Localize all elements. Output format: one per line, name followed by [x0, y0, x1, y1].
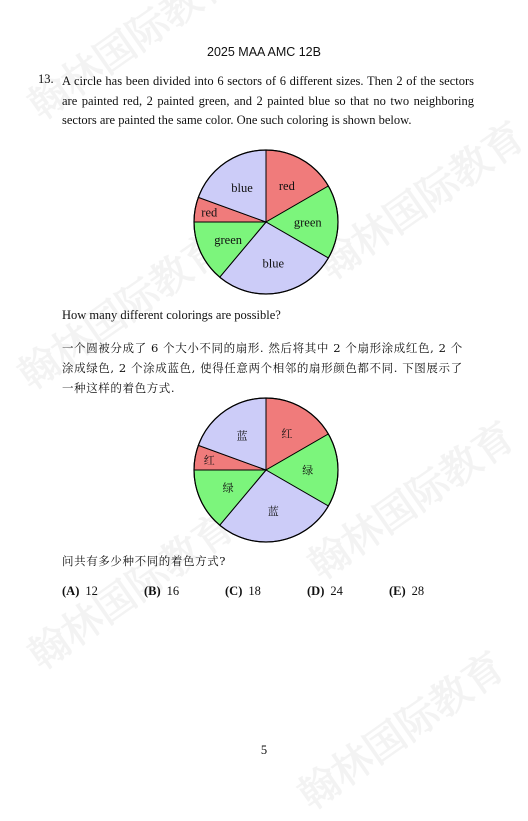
pie-sector-label: green — [214, 233, 243, 248]
pie-diagram-english — [192, 148, 340, 296]
question-text: A circle has been divided into 6 sectors of 6 different sizes. Then 2 of the sectors are painted red, 2 painted green, and 2 painted blue so that no two neighboring sectors are painted the same color. One such coloring is shown below. — [62, 74, 474, 127]
pie-sector-label: green — [293, 215, 322, 230]
pie-diagram-chinese — [192, 396, 340, 544]
choice-label: (C) — [225, 584, 243, 598]
pie-sector-label: 红 — [281, 427, 293, 441]
page-number: 5 — [260, 743, 268, 757]
choice-label: (E) — [389, 584, 406, 598]
choice-a[interactable] — [62, 584, 98, 599]
choice-b[interactable] — [144, 584, 179, 599]
answer-choices — [62, 584, 482, 600]
pie-sector-label: red — [278, 179, 295, 194]
choice-value: 24 — [330, 584, 343, 598]
pie-sector-label: 蓝 — [267, 504, 279, 518]
pie-sector-label: 绿 — [222, 481, 234, 495]
chinese-question-ask: 问共有多少种不同的着色方式? — [62, 554, 227, 568]
choice-value: 28 — [411, 584, 425, 598]
choice-value: 12 — [85, 584, 98, 598]
question-number: 13. — [38, 72, 54, 86]
choice-c[interactable] — [225, 584, 261, 599]
pie-sector-label: 蓝 — [236, 429, 248, 443]
pie-sector-label: red — [201, 205, 218, 220]
choice-label: (A) — [62, 584, 80, 598]
chinese-question-text: 一个圆被分成了 6 个大小不同的扇形. 然后将其中 2 个扇形涂成红色, 2 个涂成绿色, 2 个涂成蓝色, 使得任意两个相邻的扇形颜色都不同. 下图展示了一种这样的着色方式. — [62, 341, 463, 395]
page-header: 2025 MAA AMC 12B — [207, 45, 321, 59]
choice-value: 18 — [248, 584, 261, 598]
choice-e[interactable] — [389, 584, 424, 599]
watermark — [285, 636, 514, 820]
choice-value: 16 — [166, 584, 180, 598]
pie-sector-label: 绿 — [302, 463, 314, 477]
choice-d[interactable] — [307, 584, 343, 599]
pie-sector-label: blue — [262, 256, 285, 271]
pie-sector-label: blue — [231, 181, 253, 196]
pie-sector-label: 红 — [203, 453, 215, 467]
choice-label: (B) — [144, 584, 161, 598]
choice-label: (D) — [307, 584, 325, 598]
question-ask: How many different colorings are possible? — [62, 308, 281, 322]
